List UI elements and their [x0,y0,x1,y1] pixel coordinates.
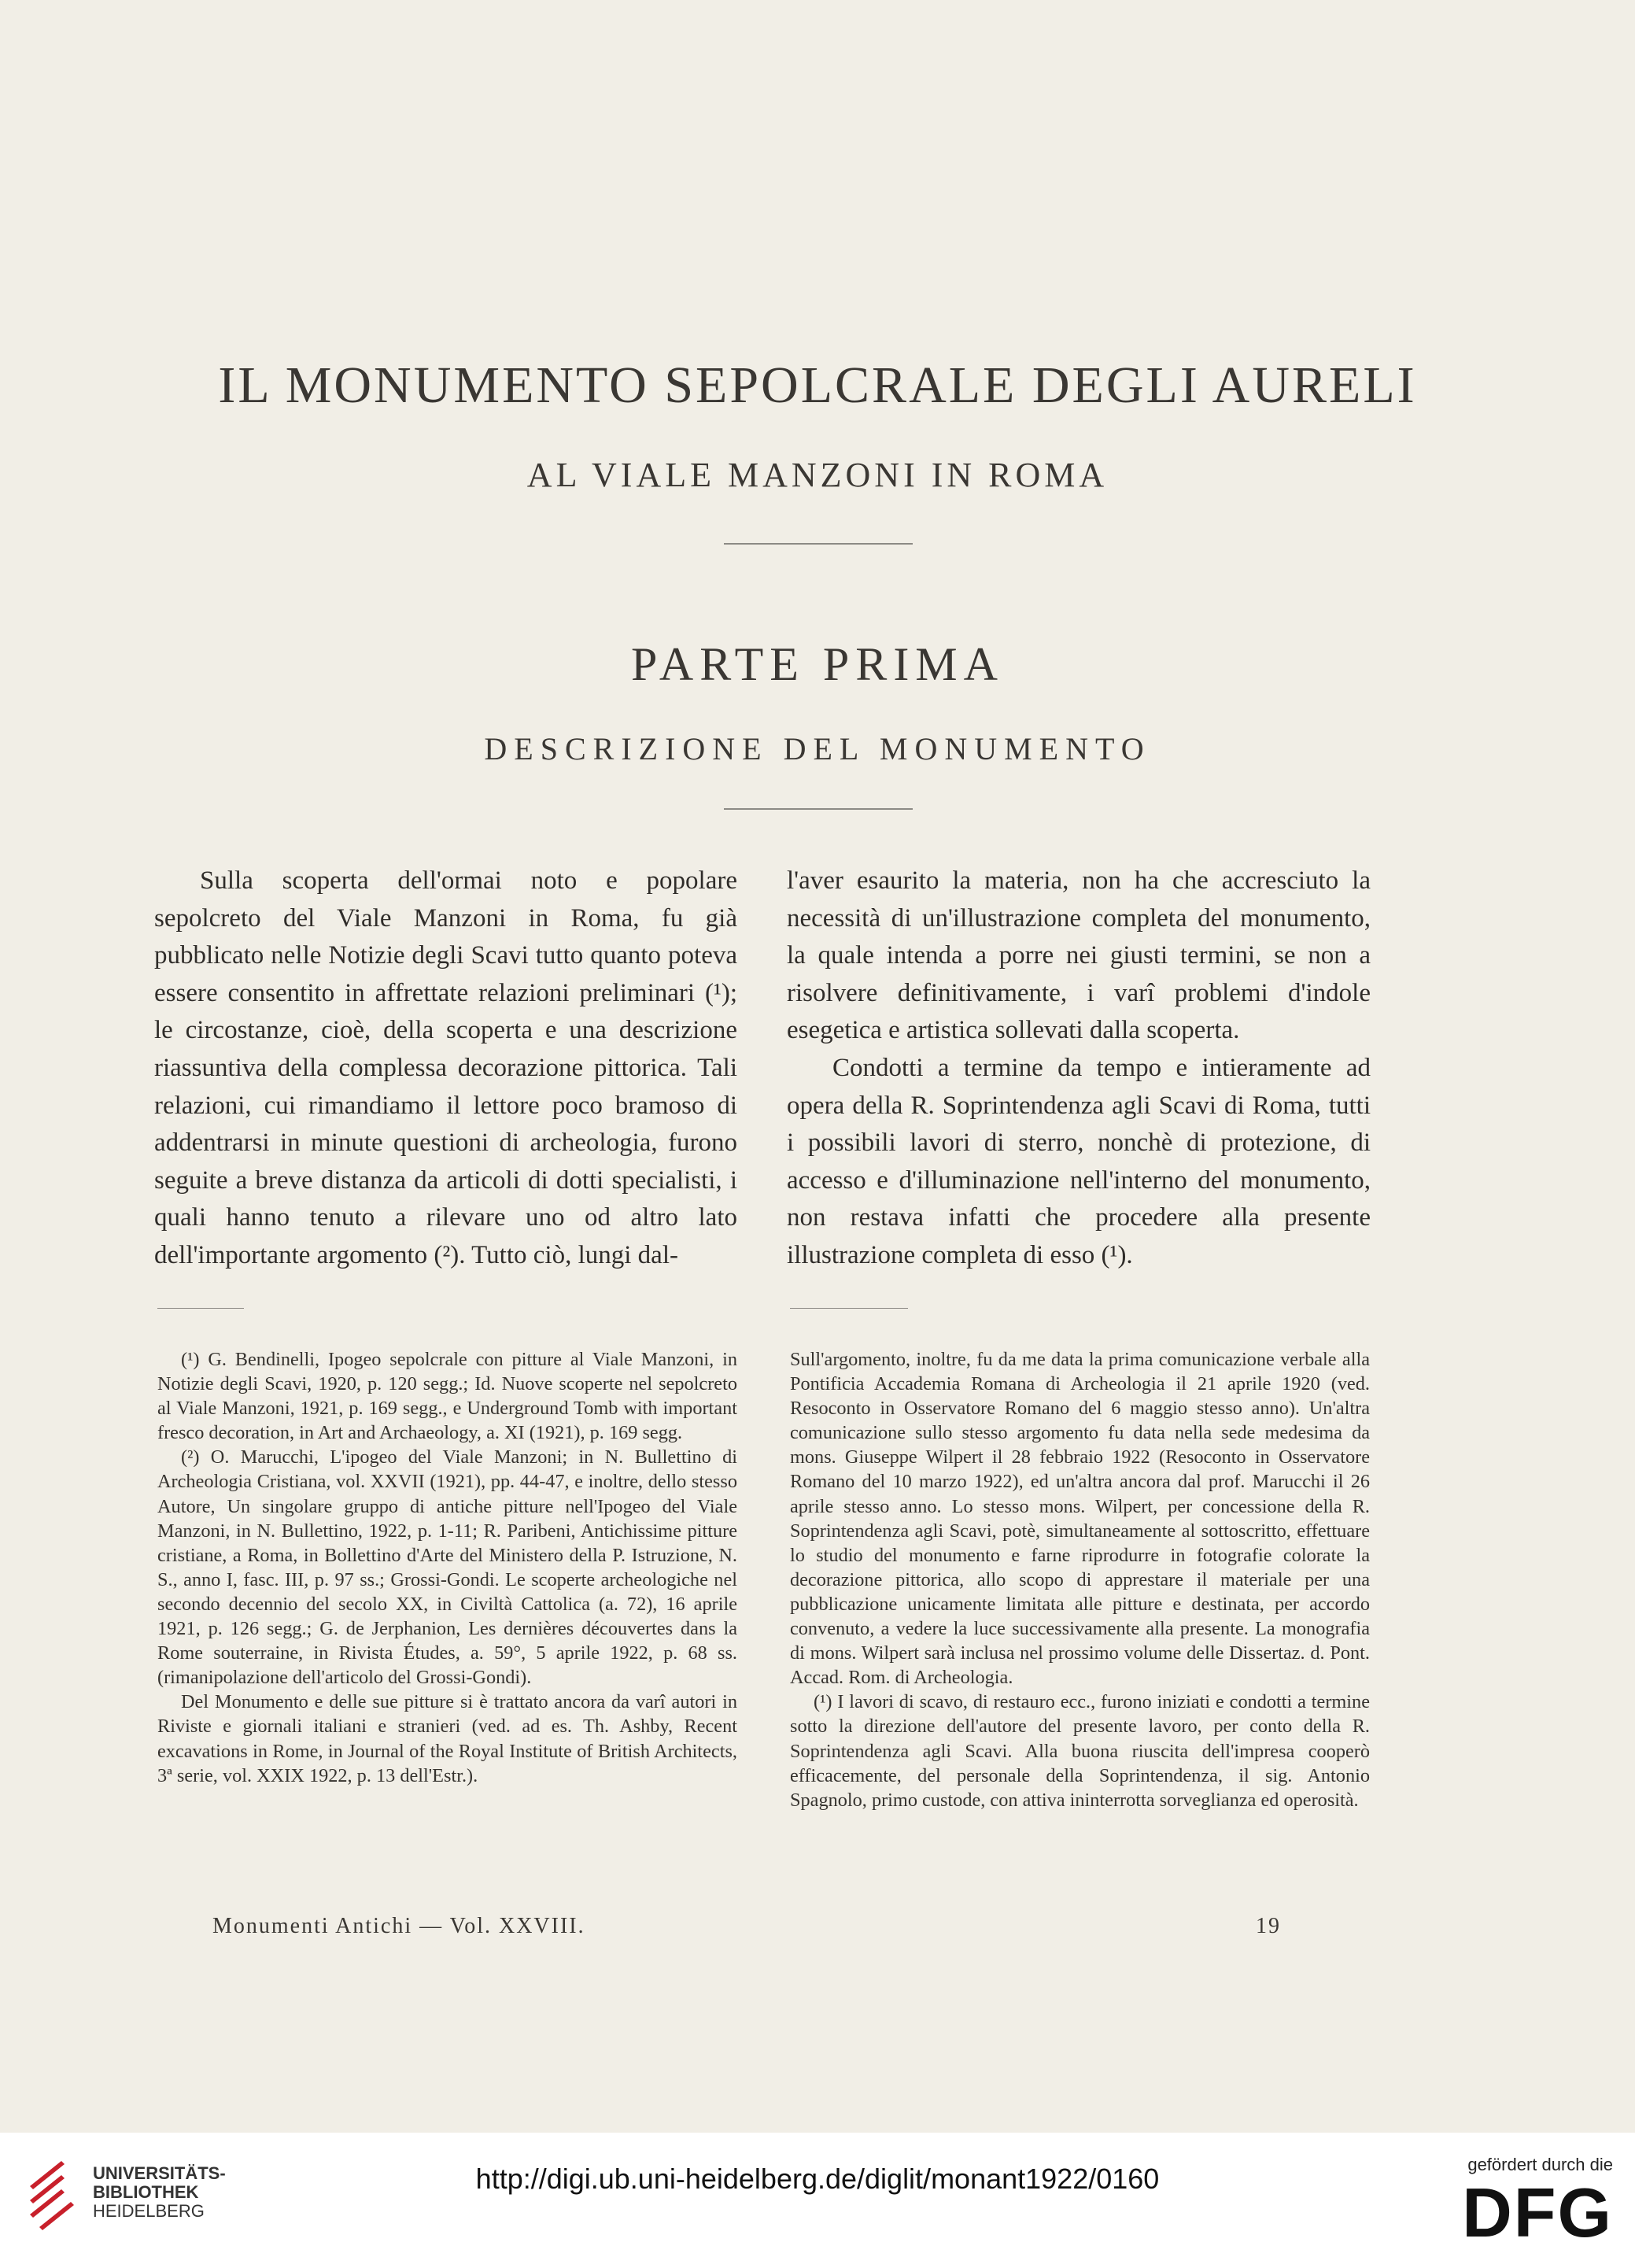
footnote: (¹) I lavori di scavo, di restauro ecc., furono iniziati e condotti a termine sotto la direzione dell'autore del presente lavoro, per conto della R. Soprintendenza agli Scavi. Alla buona riuscita dell'impresa cooperò efficacemente, del personale della Soprintendenza, il sig. Antonio Spagnolo, primo custode, con attiva ininterrotta sorveglianza ed operosità. [790,1691,1370,1811]
title-rule [724,543,913,545]
digitization-banner [0,2133,1635,2268]
footnotes-right [790,1347,1370,1812]
section-rule [724,808,913,810]
dfg-logo: DFG [1462,2174,1613,2251]
page-number: 19 [1256,1914,1281,1938]
body-paragraph: Sulla scoperta dell'ormai noto e popolare sepolcreto del Viale Manzoni in Roma, fu già pubblicato nelle Notizie degli Scavi tutto quanto poteva essere consentito in affrettate relazioni preliminari (¹); le circostanze, cioè, della scoperta e una descrizione riassuntiva della complessa decorazione pittorica. Tali relazioni, cui rimandiamo il lettore poco bramoso di addentrarsi in minute questioni di archeologia, furono seguite a breve distanza da articoli di dotti specialisti, i quali hanno tenuto a rilevare uno od altro lato dell'importante argomento (²). Tutto ciò, lungi dal- [154,866,737,1269]
funding-note: gefördert durch die [1467,2155,1613,2174]
footnote: (²) O. Marucchi, L'ipogeo del Viale Manzoni; in N. Bullettino di Archeologia Cristiana, vol. XXVII (1921), pp. 44-47, e inoltre, dello stesso Autore, Un singolare gruppo di antiche pitture nell'Ipogeo del Viale Manzoni, in N. Bullettino, 1922, p. 1-11; R. Paribeni, Antichissime pitture cristiane, a Roma, in Bollettino d'Arte del Ministero della P. Istruzione, N. S., anno I, fasc. III, p. 97 ss.; Grossi-Gondi. Le scoperte archeologiche nel secondo decennio del secolo XX, in Civiltà Cattolica (a. 72), 16 aprile 1921, p. 126 segg.; G. de Jerphanion, Les dernières découvertes dans la Rome souterraine, in Rivista Études, a. 59°, 5 aprile 1922, p. 68 ss. (rimanipolazione dell'articolo del Grossi-Gondi). [157,1446,737,1689]
running-footer: Monumenti Antichi — Vol. XXVIII. [212,1914,585,1938]
footnote-rule-right [790,1308,908,1309]
body-paragraph: Condotti a termine da tempo e intieramente ad opera della R. Soprintendenza agli Scavi di Roma, tutti i possibili lavori di sterro, nonchè di protezione, di accesso e d'illuminazione nell'interno del monumento, non restava infatti che procedere alla presente illustrazione completa di esso (¹). [787,1053,1371,1269]
footnote: Sull'argomento, inoltre, fu da me data la prima comunicazione verbale alla Pontificia Accademia Romana di Archeologia il 21 aprile 1920 (ved. Resoconto in Osservatore Romano del 6 maggio stesso anno). Un'altra comunicazione sullo stesso argomento fu data nella sede medesima da mons. Giuseppe Wilpert il 28 febbraio 1922 (Resoconto in Osservatore Romano del 10 marzo 1922), ed un'altra ancora dal prof. Marucchi il 26 aprile stesso anno. Lo stesso mons. Wilpert, per concessione della R. Soprintendenza agli Scavi, potè, simultaneamente al sottoscritto, effettuare lo studio del monumento e farne riprodurre in fotografie colorate la decorazione pittorica, allo scopo di apprestare il materiale per una pubblicazione unicamente limitata alle pitture e destinata, per accordo convenuto, a vedere la luce successivamente alla presente. La monografia di mons. Wilpert sarà inclusa nel prossimo volume delle Dissertaz. d. Pont. Accad. Rom. di Archeologia. [790,1349,1370,1689]
article-title: IL MONUMENTO SEPOLCRALE DEGLI AURELI [218,356,1417,414]
permalink-url[interactable]: http://digi.ub.uni-heidelberg.de/diglit/monant1922/0160 [475,2163,1160,2195]
part-subheading: DESCRIZIONE DEL MONUMENTO [484,731,1151,766]
article-subtitle: AL VIALE MANZONI IN ROMA [526,456,1109,494]
library-name: UNIVERSITÄTS- BIBLIOTHEK HEIDELBERG [93,2163,226,2221]
body-left-column [154,863,737,1275]
part-heading: PARTE PRIMA [631,638,1004,690]
footnote-rule-left [157,1308,244,1309]
footnote: (¹) G. Bendinelli, Ipogeo sepolcrale con pitture al Viale Manzoni, in Notizie degli Scavi, 1920, p. 120 segg.; Id. Nuove scoperte nel sepolcreto al Viale Manzoni, 1921, p. 169 segg., e Underground Tomb with important fresco decoration, in Art and Archaeology, a. XI (1921), p. 169 segg. [157,1349,737,1444]
body-paragraph: l'aver esaurito la materia, non ha che accresciuto la necessità di un'illustrazione completa del monumento, la quale intenda a porre nei giusti termini, se non a risolvere definitivamente, i varî problemi d'indole esegetica e artistica sollevati dalla scoperta. [787,866,1371,1045]
body-right-column [787,863,1371,1275]
footnotes-left [157,1347,737,1788]
footnote: Del Monumento e delle sue pitture si è trattato ancora da varî autori in Riviste e giornali italiani e stranieri (ved. ad es. Th. Ashby, Recent excavations in Rome, in Journal of the Royal Institute of British Architects, 3ª serie, vol. XXIX 1922, p. 13 dell'Estr.). [157,1691,737,1786]
